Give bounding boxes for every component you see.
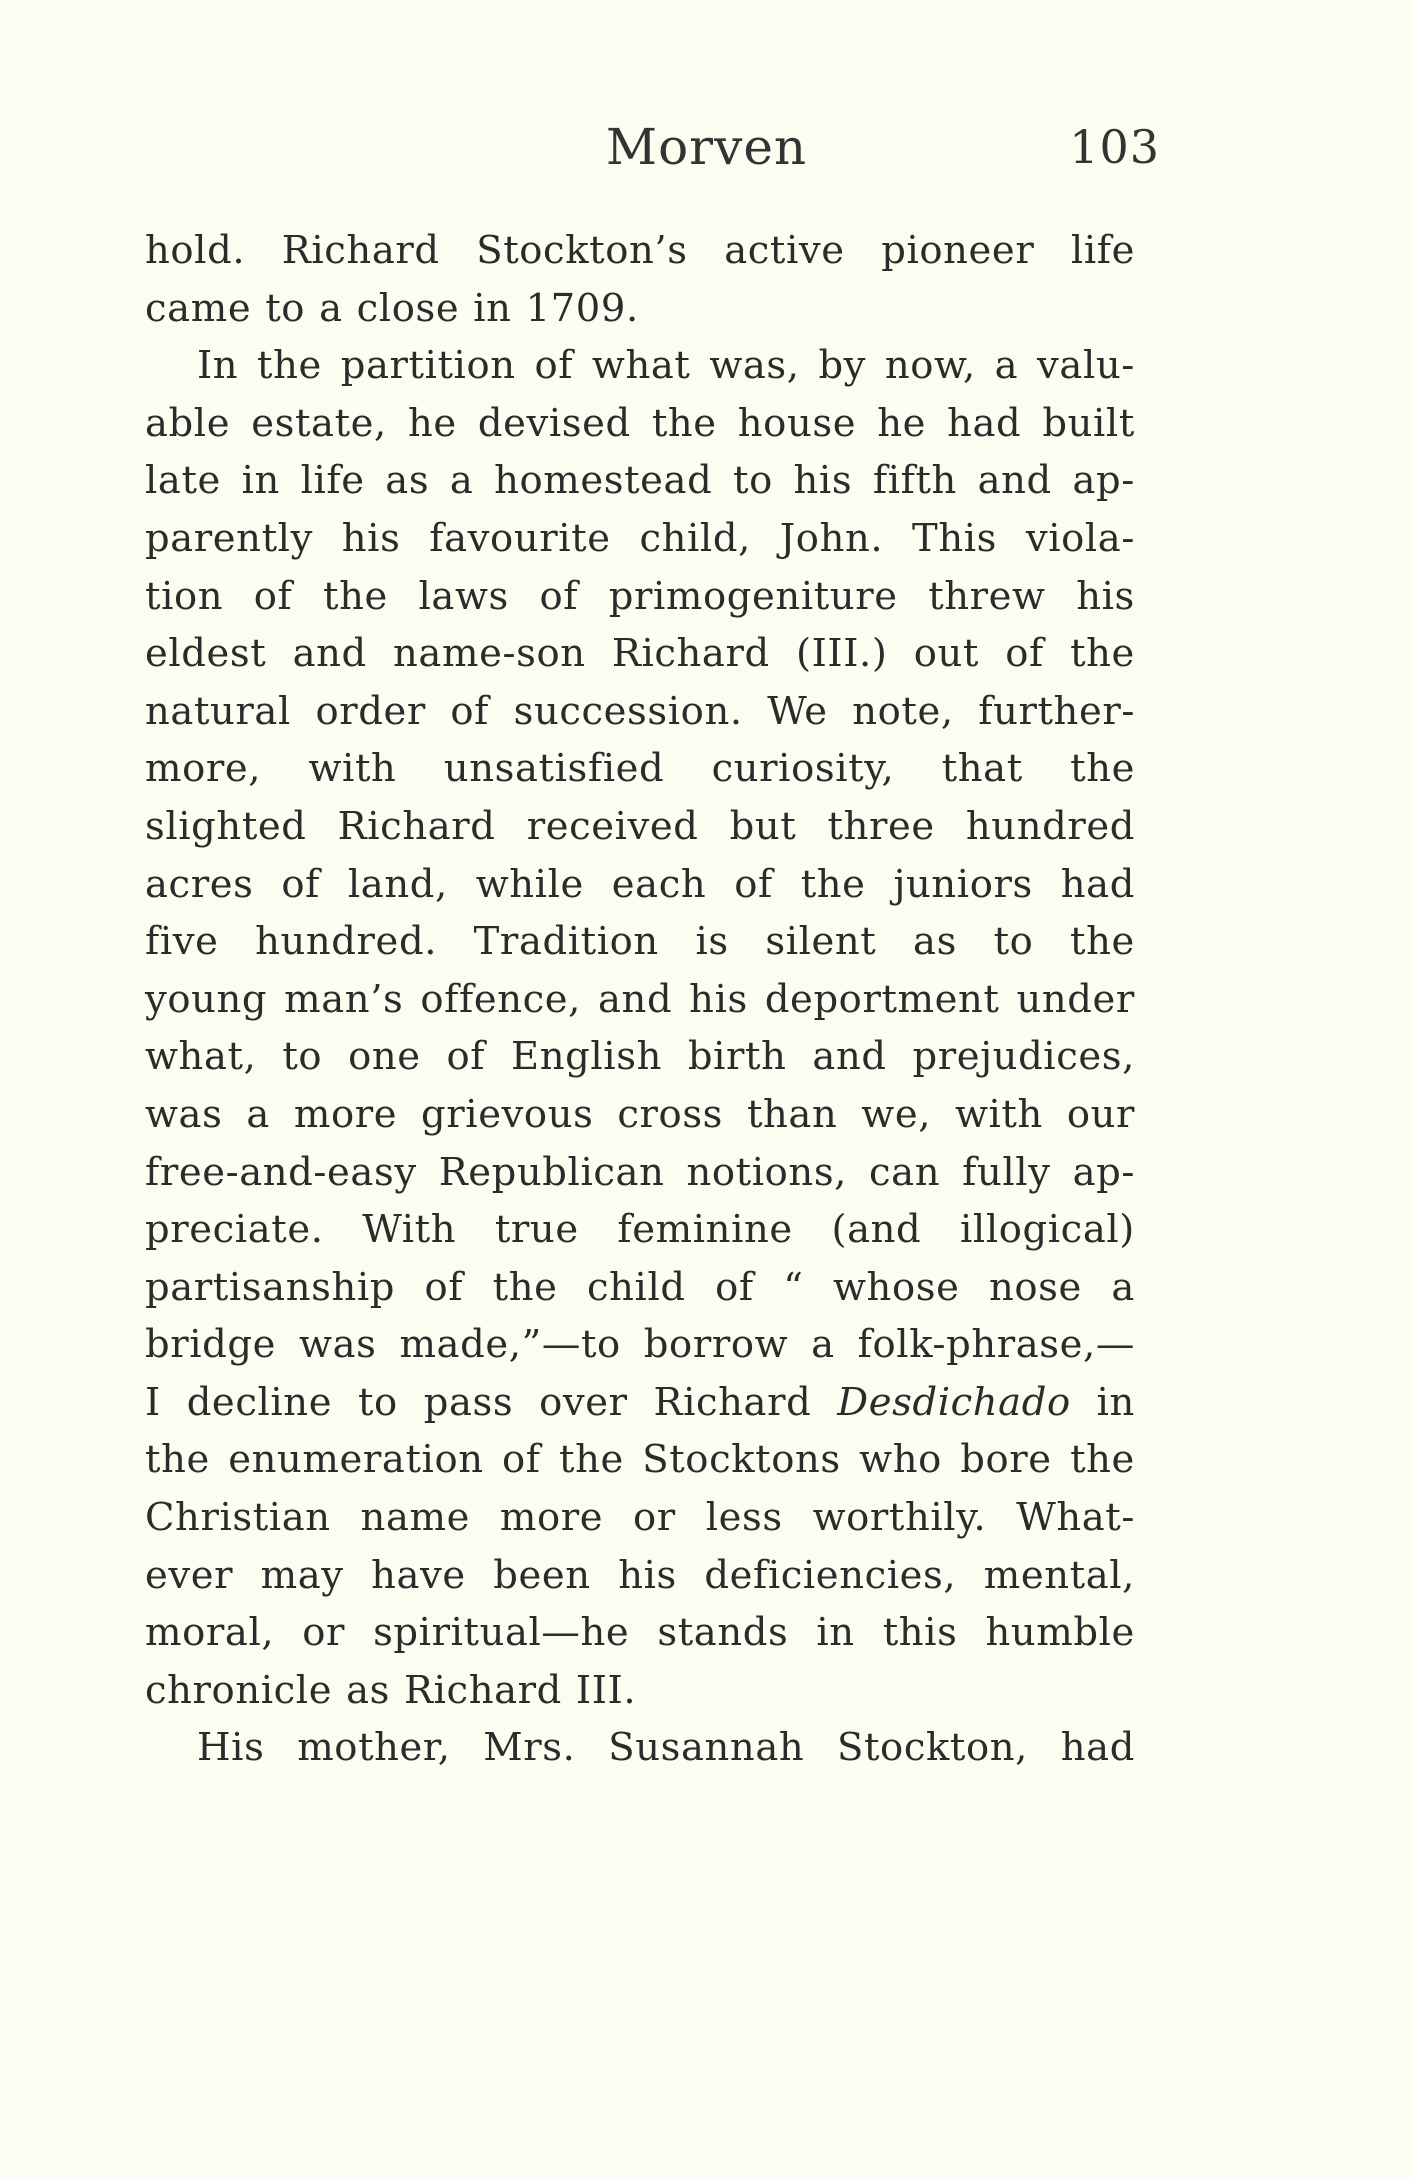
text-line <box>145 1547 1135 1605</box>
word: natural <box>145 688 291 734</box>
word: This <box>912 515 997 561</box>
text-line <box>145 625 1135 683</box>
running-title: Morven <box>605 118 808 176</box>
word: a <box>449 458 474 504</box>
word: borrow <box>643 1322 789 1368</box>
word: Susannah <box>608 1725 805 1771</box>
word: hold. <box>145 228 246 273</box>
word: of <box>715 1264 754 1310</box>
word: his <box>1076 573 1135 619</box>
word: bridge <box>145 1322 277 1368</box>
text-line <box>145 683 1135 741</box>
text-line <box>145 395 1135 453</box>
word: one <box>348 1034 421 1080</box>
word: this <box>882 1610 958 1656</box>
word: as <box>913 919 957 965</box>
word: feminine <box>617 1207 793 1253</box>
word: partition <box>340 343 516 389</box>
word: active <box>724 228 845 273</box>
word: the <box>145 1437 210 1483</box>
word: English <box>511 1034 662 1080</box>
word: the <box>800 861 866 907</box>
text-line <box>145 1259 1135 1317</box>
word: prejudices, <box>912 1034 1135 1080</box>
word: estate, <box>251 400 387 446</box>
word: 1709. <box>525 285 639 331</box>
word: made,”—to <box>399 1322 621 1368</box>
word: or <box>633 1495 676 1541</box>
word: a <box>1111 1264 1135 1310</box>
word: the <box>1070 919 1135 965</box>
word: homestead <box>494 458 713 504</box>
word: silent <box>765 919 877 965</box>
word: to <box>993 919 1034 965</box>
word: decline <box>186 1379 333 1425</box>
word: in <box>1096 1379 1135 1425</box>
word: who <box>859 1437 942 1483</box>
word: more <box>499 1495 604 1541</box>
word: mental, <box>983 1552 1135 1598</box>
paragraph <box>145 337 1135 1719</box>
word: man’s <box>284 976 404 1022</box>
word: In <box>197 343 239 389</box>
word: notions, <box>686 1149 848 1195</box>
word: bore <box>960 1437 1052 1483</box>
word: able <box>145 400 231 446</box>
word: note, <box>852 688 954 734</box>
word: unsatisfied <box>443 746 665 792</box>
word: his <box>341 515 401 561</box>
word: with <box>308 746 397 792</box>
word: was <box>299 1322 377 1368</box>
word: and <box>598 976 673 1022</box>
word: pioneer <box>881 228 1035 273</box>
word: the <box>257 343 322 389</box>
word: the <box>651 400 717 446</box>
text-line <box>145 222 1135 280</box>
word: built <box>1042 400 1135 446</box>
body-text <box>145 222 1135 1777</box>
word: and <box>292 631 367 677</box>
word: ap- <box>1072 1149 1135 1195</box>
word: what <box>591 343 691 389</box>
word: less <box>705 1495 783 1541</box>
text-line <box>145 1489 1135 1547</box>
word: in <box>473 285 512 331</box>
word: what, <box>145 1034 257 1080</box>
word: stands <box>657 1610 789 1656</box>
word: life <box>1070 228 1135 273</box>
word: child, <box>639 515 751 561</box>
word: Stockton, <box>837 1725 1029 1771</box>
word: John. <box>779 515 884 561</box>
word: slighted <box>145 803 307 849</box>
word: of <box>253 573 293 619</box>
word: that <box>941 746 1023 792</box>
word: received <box>526 803 699 849</box>
word: with <box>954 1091 1043 1137</box>
word: fully <box>962 1149 1051 1195</box>
word: of <box>502 1437 541 1483</box>
word: a <box>994 343 1019 389</box>
word: as <box>346 1667 391 1713</box>
word: succession. <box>513 688 743 734</box>
word: we, <box>861 1091 932 1137</box>
word: to <box>282 1034 323 1080</box>
word: of <box>424 1264 464 1310</box>
word: folk-phrase,— <box>857 1322 1135 1368</box>
word: may <box>260 1552 344 1598</box>
word: Christian <box>145 1495 331 1541</box>
word: ever <box>145 1552 234 1598</box>
word: while <box>475 861 584 907</box>
word: a <box>811 1322 835 1368</box>
word: life <box>300 458 365 504</box>
word: pass <box>423 1379 514 1425</box>
text-line <box>145 856 1135 914</box>
word: moral, <box>145 1610 275 1656</box>
word: of <box>534 343 574 389</box>
word: name <box>360 1495 470 1541</box>
word: III. <box>575 1667 637 1713</box>
word: of <box>1005 631 1044 677</box>
word: fifth <box>872 458 957 504</box>
word: valu- <box>1037 343 1135 389</box>
word: more, <box>145 746 262 792</box>
text-line <box>145 452 1135 510</box>
word: birth <box>687 1034 787 1080</box>
word: Richard <box>281 228 440 273</box>
word: now, <box>884 343 976 389</box>
word: came <box>145 285 252 331</box>
word: out <box>913 631 979 677</box>
word: late <box>145 458 221 504</box>
word: laws <box>418 573 509 619</box>
word: had <box>1060 861 1135 907</box>
word: as <box>385 458 430 504</box>
text-line <box>145 280 1135 338</box>
text-line <box>145 1028 1135 1086</box>
running-head <box>0 112 1413 182</box>
word: whose <box>833 1264 960 1310</box>
word: was <box>145 1091 223 1137</box>
text-line <box>145 1086 1135 1144</box>
word: a <box>319 285 343 331</box>
text-line <box>145 1201 1135 1259</box>
word: tion <box>145 573 224 619</box>
word: had <box>1060 1725 1135 1771</box>
word: his <box>689 976 748 1022</box>
word: of <box>450 688 490 734</box>
word: the <box>1070 746 1135 792</box>
word: humble <box>985 1610 1135 1656</box>
text-line <box>145 1719 1135 1777</box>
word: favourite <box>429 515 611 561</box>
text-line <box>145 913 1135 971</box>
word: and <box>812 1034 887 1080</box>
word: Richard <box>653 1379 812 1425</box>
word: in <box>816 1610 855 1656</box>
word: hundred. <box>255 919 438 965</box>
word: We <box>767 688 828 734</box>
word: is <box>695 919 729 965</box>
text-line <box>145 740 1135 798</box>
word: child <box>586 1264 686 1310</box>
word: ap- <box>1072 458 1135 504</box>
word: primogeniture <box>608 573 898 619</box>
word: worthily. <box>812 1495 987 1541</box>
word: can <box>869 1149 941 1195</box>
word: devised <box>477 400 631 446</box>
word: Mrs. <box>483 1725 576 1771</box>
word: deficiencies, <box>704 1552 957 1598</box>
word: a <box>246 1091 270 1137</box>
word: Richard <box>611 631 770 677</box>
word: the <box>1070 1437 1135 1483</box>
text-line <box>145 337 1135 395</box>
word: His <box>197 1725 265 1771</box>
word: parently <box>145 515 313 561</box>
word: he <box>407 400 457 446</box>
word: name-son <box>393 631 586 677</box>
word: his <box>618 1552 677 1598</box>
word: deportment <box>764 976 1000 1022</box>
word: partisanship <box>145 1264 396 1310</box>
word: young <box>145 976 268 1022</box>
page-number: 103 <box>1069 120 1160 174</box>
word: cross <box>617 1091 724 1137</box>
word: he <box>877 400 926 446</box>
word: illogical) <box>960 1207 1135 1253</box>
text-line <box>145 1662 1135 1720</box>
word: and <box>977 458 1052 504</box>
word: free-and-easy <box>145 1149 417 1195</box>
word: I <box>145 1379 161 1425</box>
word: Republican <box>438 1149 665 1195</box>
word: spiritual—he <box>373 1610 630 1656</box>
word: Tradition <box>473 919 659 965</box>
paragraph <box>145 222 1135 337</box>
word: our <box>1066 1091 1135 1137</box>
word: of <box>734 861 773 907</box>
word: of <box>446 1034 486 1080</box>
word: order <box>315 688 426 734</box>
word: land, <box>347 861 448 907</box>
word: offence, <box>420 976 582 1022</box>
word: each <box>611 861 707 907</box>
word: chronicle <box>145 1667 333 1713</box>
word: or <box>302 1610 346 1656</box>
text-line <box>145 971 1135 1029</box>
word: close <box>356 285 460 331</box>
word: over <box>539 1379 628 1425</box>
word: to <box>733 458 773 504</box>
text-line <box>145 568 1135 626</box>
word: “ <box>783 1264 804 1310</box>
word: of <box>539 573 579 619</box>
word: to <box>265 285 306 331</box>
word: more <box>293 1091 398 1137</box>
text-line <box>145 1316 1135 1374</box>
word: under <box>1016 976 1135 1022</box>
paragraph <box>145 1719 1135 1777</box>
word: have <box>371 1552 466 1598</box>
word: Richard <box>337 803 496 849</box>
word: had <box>947 400 1022 446</box>
word: was, <box>709 343 800 389</box>
text-line <box>145 1604 1135 1662</box>
word: the <box>492 1264 558 1310</box>
word: but <box>729 803 797 849</box>
word: true <box>494 1207 579 1253</box>
word: juniors <box>893 861 1033 907</box>
word: Desdichado <box>837 1379 1071 1425</box>
word: than <box>746 1091 838 1137</box>
word: curiosity, <box>711 746 895 792</box>
word: enumeration <box>228 1437 484 1483</box>
word: (and <box>831 1207 922 1253</box>
word: grievous <box>421 1091 594 1137</box>
word: Richard <box>404 1667 562 1713</box>
word: the <box>323 573 388 619</box>
word: to <box>357 1379 398 1425</box>
text-line <box>145 798 1135 856</box>
word: eldest <box>145 631 267 677</box>
word: What- <box>1016 1495 1135 1541</box>
word: three <box>827 803 935 849</box>
word: acres <box>145 861 254 907</box>
text-line <box>145 1431 1135 1489</box>
word: been <box>493 1552 591 1598</box>
word: viola- <box>1025 515 1135 561</box>
word: nose <box>988 1264 1082 1310</box>
word: Stockton’s <box>476 228 688 273</box>
word: further- <box>978 688 1135 734</box>
word: With <box>362 1207 457 1253</box>
word: preciate. <box>145 1207 324 1253</box>
word: Stocktons <box>642 1437 841 1483</box>
word: hundred <box>965 803 1135 849</box>
text-line <box>145 1374 1135 1432</box>
word: by <box>818 343 867 389</box>
word: the <box>559 1437 624 1483</box>
word: five <box>145 919 219 965</box>
word: house <box>737 400 857 446</box>
word: of <box>281 861 320 907</box>
word: in <box>241 458 280 504</box>
word: the <box>1070 631 1135 677</box>
text-line <box>145 510 1135 568</box>
text-line <box>145 1144 1135 1202</box>
word: mother, <box>297 1725 451 1771</box>
word: his <box>793 458 853 504</box>
word: threw <box>928 573 1046 619</box>
word: (III.) <box>795 631 888 677</box>
